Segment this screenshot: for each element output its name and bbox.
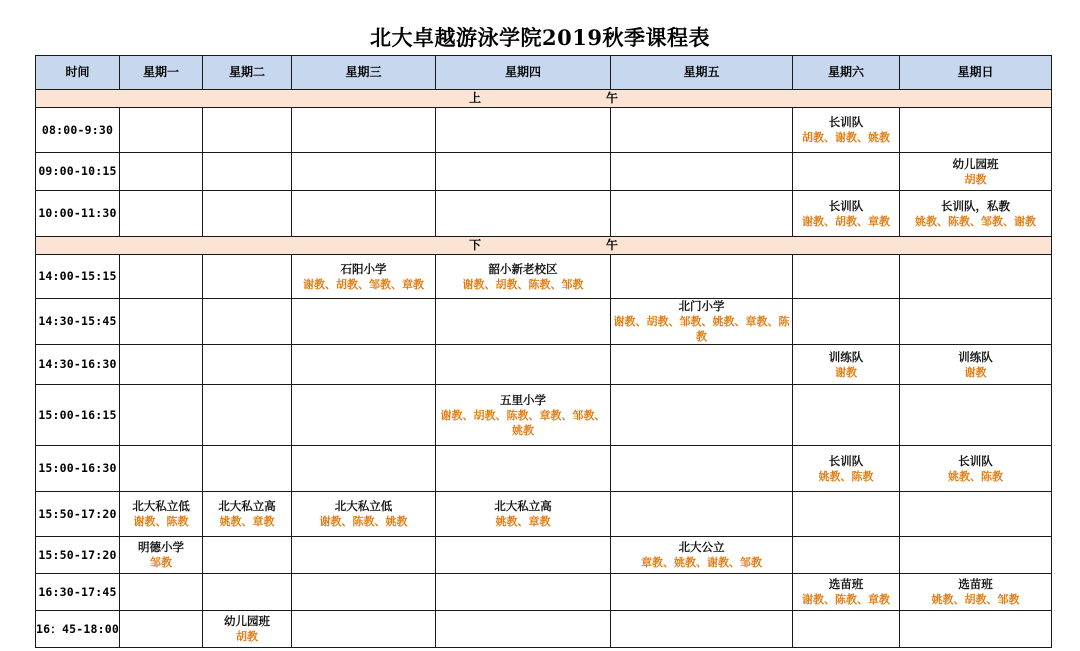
empty-cell <box>436 345 611 385</box>
section-label <box>36 237 1052 255</box>
empty-cell <box>292 108 436 153</box>
class-name: 选苗班 <box>828 577 864 591</box>
teacher-list: 谢教、胡教、陈教、邹教 <box>462 277 584 291</box>
class-cell <box>900 345 1052 385</box>
class-name: 长训队 <box>828 115 864 129</box>
empty-cell <box>203 537 292 574</box>
empty-cell <box>203 385 292 446</box>
empty-cell <box>120 108 203 153</box>
section-char: 午 <box>606 238 619 252</box>
teacher-list: 姚教、陈教、邹教、谢教 <box>915 214 1036 228</box>
class-name: 训练队 <box>958 349 993 364</box>
empty-cell <box>292 385 436 446</box>
header-time: 时间 <box>36 56 120 90</box>
empty-cell <box>120 385 203 446</box>
teacher-list: 胡教 <box>964 172 987 186</box>
class-name: 长训队 <box>958 453 993 468</box>
empty-cell <box>203 191 292 237</box>
header-wednesday: 星期三 <box>292 56 436 90</box>
empty-cell <box>436 537 611 574</box>
empty-cell <box>611 611 793 648</box>
header-monday: 星期一 <box>120 56 203 90</box>
empty-cell <box>292 345 436 385</box>
class-cell <box>436 255 611 299</box>
class-name: 幼儿园班 <box>952 156 999 171</box>
schedule-row <box>36 492 1052 537</box>
empty-cell <box>611 574 793 611</box>
class-name: 训练队 <box>828 349 864 364</box>
class-cell <box>900 153 1052 191</box>
empty-cell <box>436 153 611 191</box>
teacher-list: 谢教、胡教、邹教、姚教、章教、陈教 <box>613 315 790 343</box>
teacher-list: 谢教、陈教、章教 <box>802 593 890 606</box>
class-name: 长训队 <box>828 453 864 468</box>
empty-cell <box>292 153 436 191</box>
teacher-list: 谢教、胡教、邹教、章教 <box>303 277 424 291</box>
empty-cell <box>900 255 1052 299</box>
class-cell <box>611 299 793 345</box>
header-tuesday: 星期二 <box>203 56 292 90</box>
class-cell <box>793 446 900 492</box>
class-cell <box>611 537 793 574</box>
time-cell: 10:00-11:30 <box>36 191 120 237</box>
empty-cell <box>611 108 793 153</box>
empty-cell <box>203 345 292 385</box>
teacher-list: 姚教、章教 <box>219 515 275 528</box>
teacher-list: 胡教、谢教、姚教 <box>802 131 890 144</box>
header-friday: 星期五 <box>611 56 793 90</box>
teacher-list: 章教、姚教、谢教、邹教 <box>641 556 762 569</box>
time-cell: 14:30-16:30 <box>36 345 120 385</box>
class-name: 韶小新老校区 <box>488 261 558 276</box>
class-cell <box>292 492 436 537</box>
empty-cell <box>292 574 436 611</box>
empty-cell <box>120 574 203 611</box>
header-row <box>36 56 1052 90</box>
teacher-list: 姚教、陈教 <box>818 469 874 483</box>
class-cell <box>292 255 436 299</box>
class-name: 石阳小学 <box>340 261 387 276</box>
class-name: 明德小学 <box>138 540 184 554</box>
class-name: 五里小学 <box>500 392 546 407</box>
teacher-list: 谢教 <box>835 365 857 379</box>
schedule-row <box>36 255 1052 299</box>
empty-cell <box>292 537 436 574</box>
time-cell: 09:00-10:15 <box>36 153 120 191</box>
section-label <box>36 90 1052 108</box>
schedule-row <box>36 611 1052 648</box>
empty-cell <box>611 153 793 191</box>
empty-cell <box>203 446 292 492</box>
schedule-row <box>36 574 1052 611</box>
empty-cell <box>436 611 611 648</box>
empty-cell <box>611 385 793 446</box>
time-cell: 14:30-15:45 <box>36 299 120 345</box>
class-name: 长训队，私教 <box>941 198 1010 213</box>
empty-cell <box>292 191 436 237</box>
schedule-row <box>36 153 1052 191</box>
section-afternoon <box>36 237 1052 255</box>
schedule-row <box>36 385 1052 446</box>
empty-cell <box>611 191 793 237</box>
empty-cell <box>203 108 292 153</box>
section-char: 午 <box>606 91 619 105</box>
empty-cell <box>436 446 611 492</box>
empty-cell <box>436 299 611 345</box>
empty-cell <box>611 255 793 299</box>
class-cell <box>203 611 292 648</box>
teacher-list: 胡教 <box>236 630 258 643</box>
class-cell <box>120 492 203 537</box>
class-cell <box>900 446 1052 492</box>
empty-cell <box>793 492 900 537</box>
empty-cell <box>900 611 1052 648</box>
empty-cell <box>120 191 203 237</box>
header-saturday: 星期六 <box>793 56 900 90</box>
class-cell <box>793 574 900 611</box>
time-cell: 15:50-17:20 <box>36 492 120 537</box>
teacher-list: 姚教、陈教 <box>948 469 1003 483</box>
header-sunday: 星期日 <box>900 56 1052 90</box>
class-name: 北大私立低 <box>334 499 393 513</box>
empty-cell <box>203 255 292 299</box>
time-cell: 16:30-17:45 <box>36 574 120 611</box>
class-name: 北大私立高 <box>494 499 552 513</box>
schedule-row <box>36 191 1052 237</box>
class-cell <box>203 492 292 537</box>
schedule-row <box>36 108 1052 153</box>
schedule-row <box>36 345 1052 385</box>
empty-cell <box>900 385 1052 446</box>
time-cell: 16：45-18:00 <box>36 611 120 648</box>
section-char: 上 <box>468 91 481 105</box>
empty-cell <box>793 537 900 574</box>
empty-cell <box>203 299 292 345</box>
empty-cell <box>203 574 292 611</box>
teacher-list: 谢教 <box>964 365 987 379</box>
class-cell <box>436 385 611 446</box>
time-cell: 15:50-17:20 <box>36 537 120 574</box>
class-name: 北门小学 <box>678 299 725 313</box>
class-cell <box>120 537 203 574</box>
empty-cell <box>900 299 1052 345</box>
schedule-row <box>36 537 1052 574</box>
time-cell: 15:00-16:30 <box>36 446 120 492</box>
class-cell <box>900 574 1052 611</box>
empty-cell <box>793 385 900 446</box>
teacher-list: 谢教、胡教、章教 <box>802 214 890 228</box>
empty-cell <box>292 446 436 492</box>
section-morning <box>36 90 1052 108</box>
class-cell <box>900 191 1052 237</box>
time-cell: 14:00-15:15 <box>36 255 120 299</box>
teacher-list: 谢教、陈教 <box>133 515 189 528</box>
empty-cell <box>120 255 203 299</box>
class-cell <box>793 108 900 153</box>
teacher-list: 谢教、陈教、姚教 <box>319 515 408 528</box>
class-cell <box>436 492 611 537</box>
empty-cell <box>900 537 1052 574</box>
empty-cell <box>120 299 203 345</box>
empty-cell <box>793 611 900 648</box>
empty-cell <box>292 299 436 345</box>
empty-cell <box>436 191 611 237</box>
empty-cell <box>900 492 1052 537</box>
teacher-list: 谢教、胡教、陈教、章教、邹教、姚教 <box>440 408 606 437</box>
section-char: 下 <box>468 238 481 252</box>
class-cell <box>793 345 900 385</box>
class-name: 北大私立低 <box>132 499 190 513</box>
time-cell: 15:00-16:15 <box>36 385 120 446</box>
empty-cell <box>120 153 203 191</box>
teacher-list: 姚教、胡教、邹教 <box>931 593 1020 606</box>
class-name: 长训队 <box>828 198 864 213</box>
empty-cell <box>120 446 203 492</box>
teacher-list: 姚教、章教 <box>495 515 551 528</box>
teacher-list: 邹教 <box>150 556 172 569</box>
time-cell: 08:00-9:30 <box>36 108 120 153</box>
empty-cell <box>292 611 436 648</box>
schedule-row <box>36 446 1052 492</box>
empty-cell <box>793 255 900 299</box>
header-thursday: 星期四 <box>436 56 611 90</box>
empty-cell <box>203 153 292 191</box>
empty-cell <box>436 108 611 153</box>
class-name: 幼儿园班 <box>224 614 270 628</box>
empty-cell <box>120 611 203 648</box>
empty-cell <box>611 446 793 492</box>
empty-cell <box>436 574 611 611</box>
class-name: 选苗班 <box>958 577 993 591</box>
schedule-table <box>35 55 1052 648</box>
empty-cell <box>120 345 203 385</box>
class-cell <box>793 191 900 237</box>
empty-cell <box>793 299 900 345</box>
empty-cell <box>900 108 1052 153</box>
class-name: 北大私立高 <box>218 499 276 513</box>
empty-cell <box>611 345 793 385</box>
page-title: 北大卓越游泳学院2019秋季课程表 <box>370 25 710 50</box>
schedule-row <box>36 299 1052 345</box>
empty-cell <box>611 492 793 537</box>
class-name: 北大公立 <box>678 540 725 554</box>
empty-cell <box>793 153 900 191</box>
